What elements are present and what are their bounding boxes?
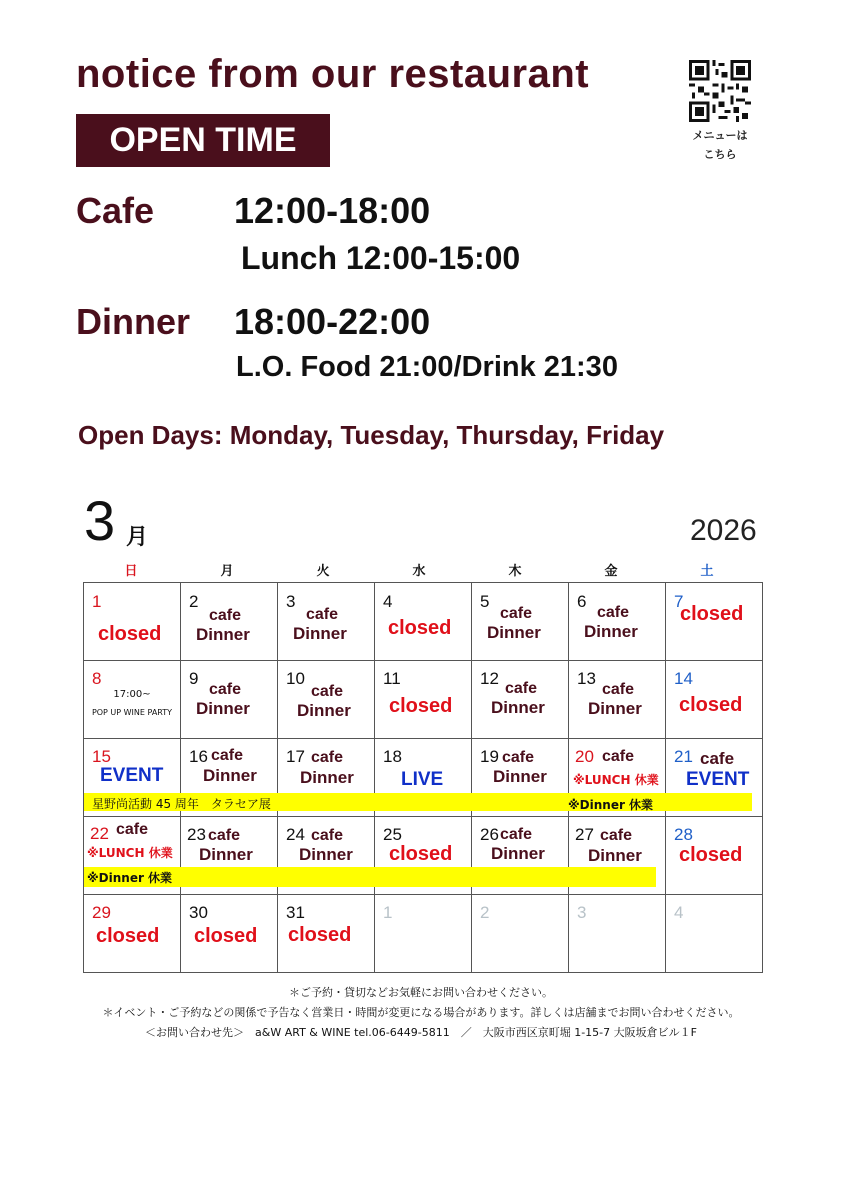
day-number: 12 xyxy=(480,669,499,688)
day-number: 28 xyxy=(674,825,693,844)
live-label: LIVE xyxy=(401,769,444,790)
dinner-closed-note: ※Dinner 休業 xyxy=(568,798,654,812)
cafe-label: cafe xyxy=(311,827,344,844)
closed-label: closed xyxy=(288,924,352,946)
open-days: Open Days: Monday, Tuesday, Thursday, Friday xyxy=(78,420,665,450)
event-label: EVENT xyxy=(100,765,164,786)
dinner-time: 18:00-22:00 xyxy=(234,301,431,342)
closed-label: closed xyxy=(98,623,162,645)
day-number: 26 xyxy=(480,825,499,844)
day-number: 24 xyxy=(286,825,305,844)
qr-code-icon[interactable] xyxy=(689,60,751,122)
dinner-label: Dinner xyxy=(297,701,351,720)
day-cell xyxy=(375,895,472,973)
day-number: 30 xyxy=(189,903,208,922)
footer-contact: ＜お問い合わせ先＞ a&W ART & WINE tel.06-6449-5811 ／ 大阪市西区京町堀 1-15-7 大阪坂倉ビル１F xyxy=(145,1026,697,1039)
weekday-sun: 日 xyxy=(124,564,138,579)
day-number: 9 xyxy=(189,669,199,688)
cafe-label: Cafe xyxy=(76,190,155,231)
month-kanji: 月 xyxy=(126,525,149,550)
cafe-label: cafe xyxy=(602,748,635,765)
weekday-tue: 火 xyxy=(316,564,330,579)
day-cell xyxy=(666,895,763,973)
cafe-label: cafe xyxy=(306,606,339,623)
day-cell xyxy=(472,895,569,973)
weekday-fri: 金 xyxy=(604,564,618,579)
cafe-label: cafe xyxy=(597,604,630,621)
weekday-wed: 水 xyxy=(412,564,426,579)
cafe-label: cafe xyxy=(209,607,242,624)
day-cell xyxy=(84,583,181,661)
cafe-label: cafe xyxy=(500,826,533,843)
day-cell xyxy=(84,895,181,973)
day-number: 15 xyxy=(92,747,111,766)
day-number: 8 xyxy=(92,669,102,688)
wine-party-time: 17:00~ xyxy=(113,689,151,700)
lunch-time: Lunch 12:00-15:00 xyxy=(241,240,521,276)
qr-caption xyxy=(670,126,770,164)
closed-label: closed xyxy=(679,844,743,866)
day-number: 25 xyxy=(383,825,402,844)
closed-label: closed xyxy=(96,925,160,947)
weekday-thu: 木 xyxy=(508,564,522,579)
weekday-mon: 月 xyxy=(220,564,234,579)
qr-caption-line-2: こちら xyxy=(703,148,737,161)
cafe-label: cafe xyxy=(502,749,535,766)
day-number: 29 xyxy=(92,903,111,922)
day-cell xyxy=(569,895,666,973)
day-cell xyxy=(666,817,763,895)
dinner-label: Dinner xyxy=(199,845,253,864)
day-number: 16 xyxy=(189,747,208,766)
day-number: 5 xyxy=(480,592,490,611)
footer-note-1: ＊ご予約・貸切などお気軽にお問い合わせください。 xyxy=(289,986,553,999)
dinner-closed-note: ※Dinner 休業 xyxy=(87,871,173,885)
dinner-label: Dinner xyxy=(584,622,638,641)
cafe-time: 12:00-18:00 xyxy=(234,190,431,231)
next-month-day-number: 1 xyxy=(383,903,393,922)
day-number: 14 xyxy=(674,669,693,688)
dinner-label: Dinner xyxy=(76,301,191,342)
day-cell xyxy=(666,583,763,661)
cafe-label: cafe xyxy=(600,827,633,844)
day-cell xyxy=(278,661,375,739)
event-label: EVENT xyxy=(686,769,750,790)
dinner-label: Dinner xyxy=(196,625,250,644)
closed-label: closed xyxy=(388,617,452,639)
day-number: 2 xyxy=(189,592,199,611)
year: 2026 xyxy=(690,514,757,547)
dinner-label: Dinner xyxy=(493,767,547,786)
open-time-badge: OPEN TIME xyxy=(76,114,330,167)
day-cell xyxy=(181,583,278,661)
dinner-label: Dinner xyxy=(487,623,541,642)
day-cell xyxy=(472,661,569,739)
day-number: 20 xyxy=(575,747,594,766)
day-number: 6 xyxy=(577,592,587,611)
wine-party-label: POP UP WINE PARTY xyxy=(91,708,173,717)
day-cell xyxy=(181,661,278,739)
next-month-day-number: 3 xyxy=(577,903,587,922)
day-number: 19 xyxy=(480,747,499,766)
cafe-label: cafe xyxy=(116,821,149,838)
month-number: 3 xyxy=(84,489,116,552)
day-number: 18 xyxy=(383,747,402,766)
lunch-closed-note: ※LUNCH 休業 xyxy=(87,846,173,860)
day-cell xyxy=(666,661,763,739)
closed-label: closed xyxy=(389,695,453,717)
day-number: 10 xyxy=(286,669,305,688)
dinner-label: Dinner xyxy=(293,624,347,643)
day-number: 17 xyxy=(286,747,305,766)
day-cell xyxy=(569,661,666,739)
dinner-label: Dinner xyxy=(196,699,250,718)
weekday-sat: 土 xyxy=(700,564,714,579)
page-title: notice from our restaurant xyxy=(76,52,590,96)
day-number: 4 xyxy=(383,592,393,611)
exhibition-text: 星野尚活動 45 周年 タラセア展 xyxy=(92,797,271,811)
day-number: 3 xyxy=(286,592,296,611)
footer-note-2: ＊イベント・ご予約などの関係で予告なく営業日・時間が変更になる場合があります。詳しくは店舗までお問い合わせください。 xyxy=(102,1006,740,1019)
dinner-label: Dinner xyxy=(299,845,353,864)
day-number: 7 xyxy=(674,592,684,611)
day-number: 11 xyxy=(383,669,401,688)
day-cell xyxy=(84,661,181,739)
dinner-label: Dinner xyxy=(491,698,545,717)
cafe-label: cafe xyxy=(311,683,344,700)
day-cell xyxy=(472,583,569,661)
closed-label: closed xyxy=(680,603,744,625)
next-month-day-number: 2 xyxy=(480,903,490,922)
day-number: 27 xyxy=(575,825,594,844)
lunch-closed-note: ※LUNCH 休業 xyxy=(573,773,659,787)
closed-label: closed xyxy=(389,843,453,865)
cafe-label: cafe xyxy=(209,681,242,698)
last-order: L.O. Food 21:00/Drink 21:30 xyxy=(236,351,618,383)
dinner-label: Dinner xyxy=(491,844,545,863)
qr-caption-line-1: メニューは xyxy=(692,129,748,142)
next-month-day-number: 4 xyxy=(674,903,684,922)
closed-label: closed xyxy=(194,925,258,947)
cafe-label: cafe xyxy=(211,747,244,764)
calendar-grid xyxy=(83,582,755,972)
day-number: 21 xyxy=(674,747,693,766)
day-cell xyxy=(375,583,472,661)
dinner-label: Dinner xyxy=(588,846,642,865)
cafe-label: cafe xyxy=(602,681,635,698)
day-number: 13 xyxy=(577,669,596,688)
cafe-label: cafe xyxy=(208,827,241,844)
dinner-label: Dinner xyxy=(588,699,642,718)
day-cell xyxy=(569,583,666,661)
day-cell xyxy=(375,661,472,739)
cafe-label: cafe xyxy=(700,749,735,768)
day-number: 23 xyxy=(187,825,206,844)
cafe-label: cafe xyxy=(505,680,538,697)
day-number: 1 xyxy=(92,592,102,611)
day-cell xyxy=(278,895,375,973)
cafe-label: cafe xyxy=(311,749,344,766)
day-cell xyxy=(181,895,278,973)
dinner-label: Dinner xyxy=(203,766,257,785)
day-number: 31 xyxy=(286,903,305,922)
dinner-label: Dinner xyxy=(300,768,354,787)
day-number: 22 xyxy=(90,824,109,843)
closed-label: closed xyxy=(679,694,743,716)
cafe-label: cafe xyxy=(500,605,533,622)
day-cell xyxy=(278,583,375,661)
